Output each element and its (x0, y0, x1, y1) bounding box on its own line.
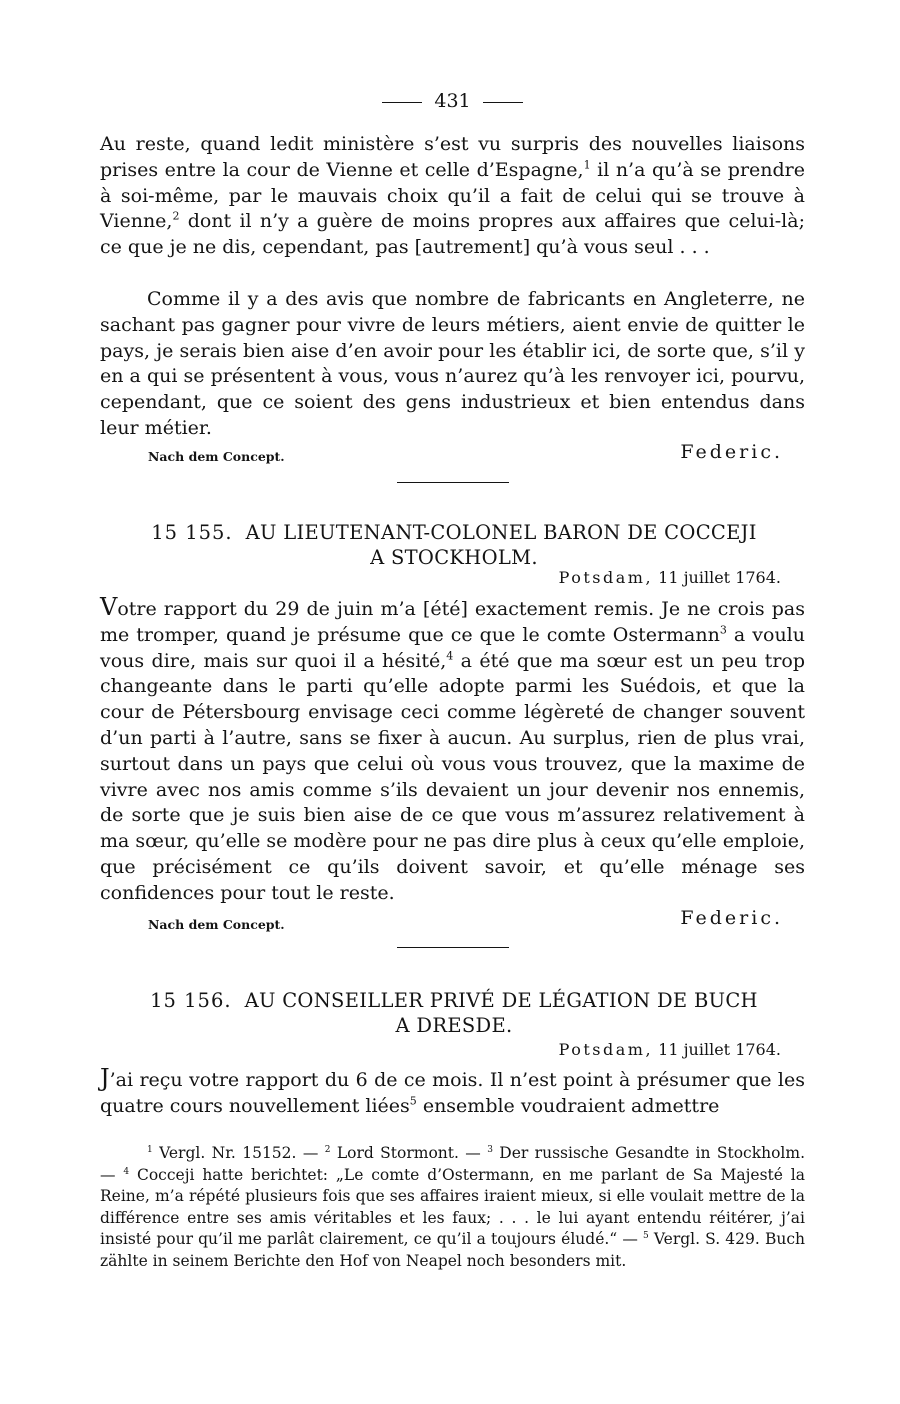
continuation-paragraph-1: Au reste, quand ledit ministère s’est vu surpris des nouvelles liaisons prises entre la cour de Vienne et celle d’Espagne,$^1$ il n’a qu’à se prendre à soi-même, par le mauvais choix qu’il a fait de celui qui se trouve à Vienne,$^2$ dont il n’y a guère de moins propres aux affaires que celui-là; ce que je ne dis, cependant, pas [autrement] qu’à vous seul . . . (100, 133, 806, 259)
page-header (100, 88, 805, 114)
header-rule-left (382, 102, 422, 103)
header-rule-right (483, 102, 523, 103)
footnote-mark-5: 5 (643, 1230, 649, 1241)
letter-number: 15 155. (151, 521, 233, 544)
letter-body-15156: J’ai reçu votre rapport du 6 de ce mois. Il n’est point à présumer que les quatre cours nouvellement liées$^5$ ensemble voudraient admettre (100, 1064, 805, 1117)
footnote-ref-4[interactable]: 4 (446, 649, 454, 663)
footnote-ref-5[interactable]: 5 (409, 1094, 417, 1108)
heading-location: A STOCKHOLM. (370, 546, 538, 569)
source-note: Nach dem Concept. (148, 917, 285, 932)
section-divider (397, 482, 509, 483)
signature: Federic. (680, 441, 783, 463)
footnote-mark-1: 1 (147, 1144, 153, 1155)
heading-location: A DRESDE. (395, 1014, 513, 1037)
initial-letter: J (100, 1064, 110, 1092)
heading-addressee: AU CONSEILLER PRIVÉ DE LÉGATION DE BUCH (244, 989, 758, 1012)
footnotes: $^1$ Vergl. Nr. 15152. — $^2$ Lord Stormont. — $^3$ Der russische Gesandte in Stockholm. — $^4$ Cocceji hatte berichtet: „Le comte d’Ostermann, en me parlant de Sa Majesté la Reine, m’a répété plusieurs fois que ses affaires iraient mieux, si elle voulait mettre de la différence entre ses amis véritables et les faux; . . . le lui ayant entendu réitérer, j’ai insisté pour qu’il me parlât clairement, ce qu’il a toujours éludé.“ — $^5$ Vergl. S. 429. Buch zählte in seinem Berichte den Hof von Neapel noch besonders mit. (100, 1144, 806, 1270)
source-note: Nach dem Concept. (148, 449, 285, 464)
footnote-mark-3: 3 (487, 1144, 493, 1155)
footnote-mark-2: 2 (324, 1144, 331, 1155)
footnote-mark-4: 4 (123, 1166, 130, 1177)
letter-heading-15156 (124, 988, 784, 1038)
letter-number: 15 156. (150, 989, 232, 1012)
footnote-ref-1[interactable]: 1 (583, 158, 591, 172)
footnote-ref-2[interactable]: 2 (172, 210, 180, 224)
section-divider (397, 947, 509, 948)
dateline-15155: Potsdam, 11 juillet 1764. (558, 568, 781, 587)
book-page (100, 0, 805, 1404)
signature: Federic. (680, 907, 783, 929)
page-number: 431 (434, 90, 471, 112)
initial-letter: V (100, 593, 118, 621)
dateline-15156: Potsdam, 11 juillet 1764. (558, 1040, 781, 1059)
heading-addressee: AU LIEUTENANT-COLONEL BARON DE COCCEJI (245, 521, 757, 544)
footnote-ref-3[interactable]: 3 (719, 623, 727, 637)
continuation-paragraph-2: Comme il y a des avis que nombre de fabricants en Angleterre, ne sachant pas gagner pour vivre de leurs métiers, aient envie de quitter le pays, je serais bien aise d’en avoir pour les établir ici, de sorte que, s’il y en a qui se présentent à vous, vous n’aurez qu’à les renvoyer ici, pourvu, cependant, que ce soient des gens industrieux et bien entendus dans leur métier. (100, 288, 805, 439)
letter-heading-15155 (124, 520, 784, 570)
letter-body-15155: Votre rapport du 29 de juin m’a [été] exactement remis. Je ne crois pas me tromper, quand je présume que ce que le comte Ostermann$^3$ a voulu vous dire, mais sur quoi il a hésité,$^4$ a été que ma sœur est un peu trop changeante dans le parti qu’elle adopte parmi les Suédois, et que la cour de Pétersbourg envisage ceci comme légèreté de changer souvent d’un parti à l’autre, sans se fixer à aucun. Au surplus, rien de plus vrai, surtout dans un pays que celui où vous vous trouvez, que la maxime de vivre avec nos amis comme s’ils devaient un jour devenir nos ennemis, de sorte que je suis bien aise de ce que vous m’assurez relativement à ma sœur, qu’elle se modère pour ne pas dire plus à ceux qu’elle emploie, que précisément ce qu’ils doivent savoir, et qu’elle ménage ses confidences pour tout le reste. (100, 593, 805, 904)
